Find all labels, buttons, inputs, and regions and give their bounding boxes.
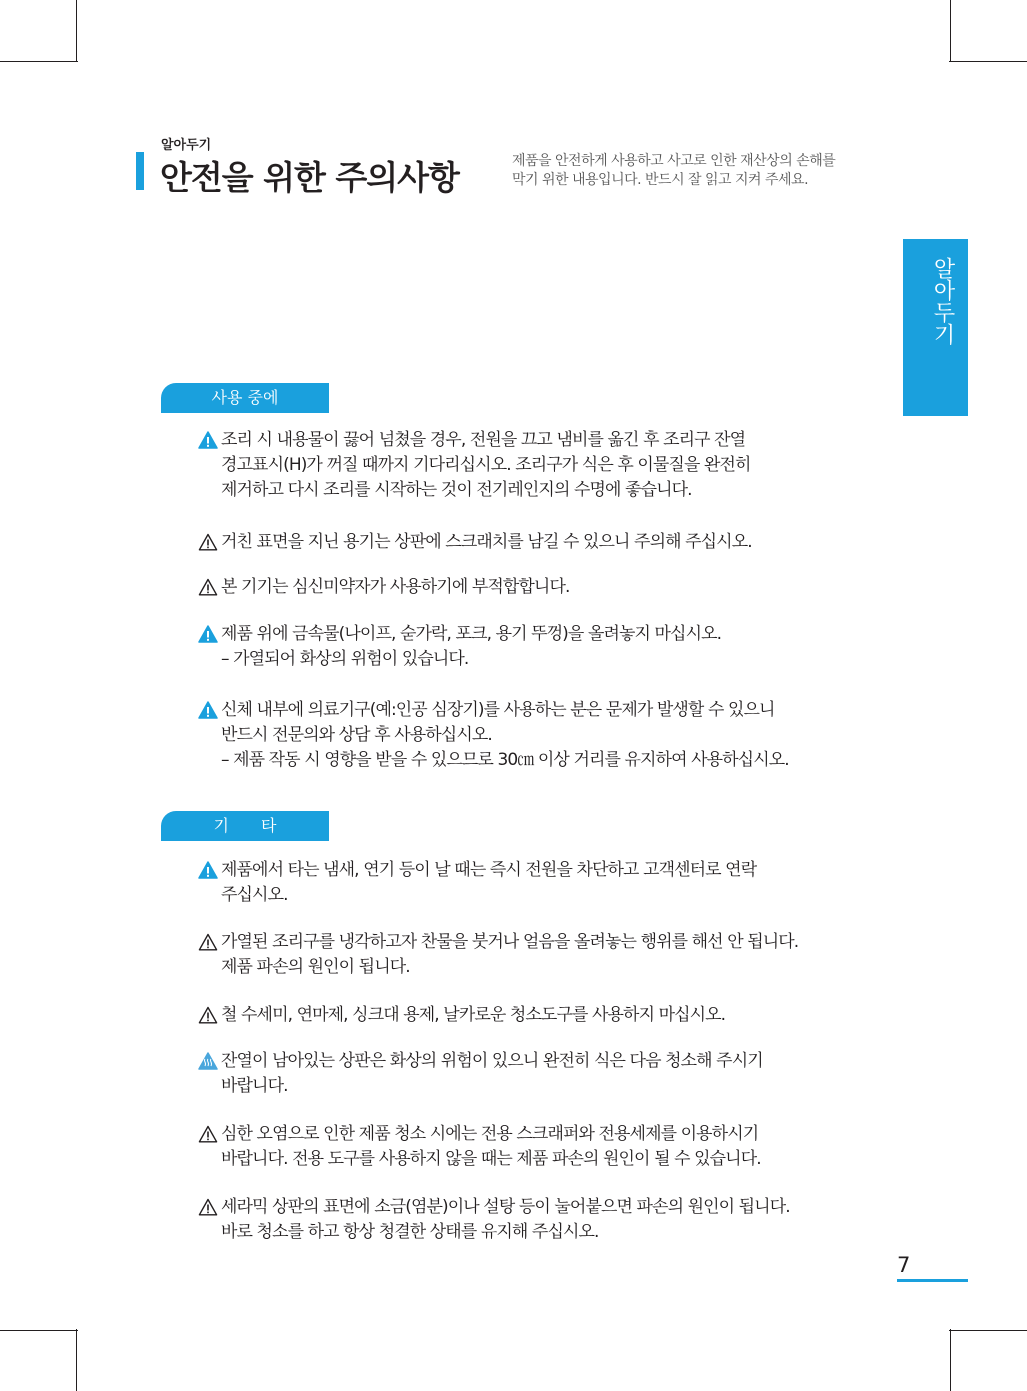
caution-item xyxy=(198,930,878,980)
header-description-line: 막기 위한 내용입니다. 반드시 잘 읽고 지켜 주세요. xyxy=(512,172,809,188)
caution-text-line: 제품 위에 금속물(나이프, 숟가락, 포크, 용기 뚜껑)을 올려놓지 마십시오. xyxy=(221,624,722,644)
caution-text-line: 심한 오염으로 인한 제품 청소 시에는 전용 스크래퍼와 전용세제를 이용하시기 xyxy=(221,1124,759,1144)
caution-item xyxy=(198,1003,878,1028)
crop-mark xyxy=(950,0,951,62)
page-number-underline xyxy=(897,1279,968,1282)
warning-filled-icon xyxy=(198,625,218,643)
caution-text-line: 경고표시(H)가 꺼질 때까지 기다리십시오. 조리구가 식은 후 이물질을 완전히 xyxy=(221,455,751,475)
caution-text-line: 주십시오. xyxy=(221,885,288,905)
header-accent-bar xyxy=(136,152,144,190)
caution-text xyxy=(221,698,878,773)
caution-item xyxy=(198,530,878,555)
warning-filled-icon xyxy=(198,861,218,879)
caution-text-line: 반드시 전문의와 상담 후 사용하십시오. xyxy=(221,725,492,745)
warning-filled-icon xyxy=(198,701,218,719)
caution-text-line: 바로 청소를 하고 항상 청결한 상태를 유지해 주십시오. xyxy=(221,1222,599,1242)
caution-item xyxy=(198,622,878,672)
side-tab xyxy=(903,239,968,416)
header-kicker: 알아두기 xyxy=(161,138,212,153)
crop-mark xyxy=(0,61,78,62)
caution-item xyxy=(198,858,878,908)
header-description-line: 제품을 안전하게 사용하고 사고로 인한 재산상의 손해를 xyxy=(512,153,836,169)
caution-item xyxy=(198,428,878,503)
caution-text xyxy=(221,1195,878,1245)
caution-text-line: 신체 내부에 의료기구(예:인공 심장기)를 사용하는 분은 문제가 발생할 수 있으니 xyxy=(221,700,775,720)
caution-outline-icon xyxy=(198,933,218,951)
caution-text-line: – 가열되어 화상의 위험이 있습니다. xyxy=(221,649,469,669)
caution-item xyxy=(198,1195,878,1245)
caution-text xyxy=(221,858,878,908)
crop-mark xyxy=(950,1329,951,1391)
caution-item xyxy=(198,1049,878,1099)
crop-mark xyxy=(76,0,77,62)
section-header xyxy=(161,811,329,841)
caution-text-line: 바랍니다. 전용 도구를 사용하지 않을 때는 제품 파손의 원인이 될 수 있습니다. xyxy=(221,1149,761,1169)
caution-outline-icon xyxy=(198,578,218,596)
side-tab-label: 알아두기 xyxy=(930,257,955,345)
caution-text xyxy=(221,428,878,503)
caution-text xyxy=(221,1003,878,1028)
caution-text-line: 제품에서 타는 냄새, 연기 등이 날 때는 즉시 전원을 차단하고 고객센터로 연락 xyxy=(221,860,757,880)
hot-surface-icon xyxy=(198,1052,218,1070)
caution-text-line: 바랍니다. xyxy=(221,1076,288,1096)
caution-text xyxy=(221,575,878,600)
caution-outline-icon xyxy=(198,1198,218,1216)
page-title: 안전을 위한 주의사항 xyxy=(160,158,459,197)
page-number: 7 xyxy=(897,1253,911,1277)
caution-item xyxy=(198,1122,878,1172)
caution-outline-icon xyxy=(198,1006,218,1024)
caution-text xyxy=(221,930,878,980)
caution-text-line: 가열된 조리구를 냉각하고자 찬물을 붓거나 얼음을 올려놓는 행위를 해선 안 됩니다. xyxy=(221,932,799,952)
section-header xyxy=(161,383,329,413)
caution-text-line: 제거하고 다시 조리를 시작하는 것이 전기레인지의 수명에 좋습니다. xyxy=(221,480,692,500)
crop-mark xyxy=(949,61,1027,62)
warning-filled-icon xyxy=(198,431,218,449)
caution-text xyxy=(221,622,878,672)
header-description xyxy=(512,152,835,190)
caution-text-line: 조리 시 내용물이 끓어 넘쳤을 경우, 전원을 끄고 냄비를 옮긴 후 조리구 잔열 xyxy=(221,430,746,450)
caution-text-line: 본 기기는 심신미약자가 사용하기에 부적합합니다. xyxy=(221,577,570,597)
caution-text-line: 세라믹 상판의 표면에 소금(염분)이나 설탕 등이 눌어붙으면 파손의 원인이 됩니다. xyxy=(221,1197,790,1217)
caution-outline-icon xyxy=(198,533,218,551)
caution-text-line: 잔열이 남아있는 상판은 화상의 위험이 있으니 완전히 식은 다음 청소해 주시기 xyxy=(221,1051,763,1071)
caution-text xyxy=(221,530,878,555)
crop-mark xyxy=(76,1329,77,1391)
caution-text-line: 거친 표면을 지닌 용기는 상판에 스크래치를 남길 수 있으니 주의해 주십시오. xyxy=(221,532,752,552)
section-title: 기 타 xyxy=(213,816,277,835)
caution-text xyxy=(221,1049,878,1099)
crop-mark xyxy=(0,1330,78,1331)
section-title: 사용 중에 xyxy=(211,388,279,407)
caution-item xyxy=(198,575,878,600)
caution-text xyxy=(221,1122,878,1172)
caution-text-line: 제품 파손의 원인이 됩니다. xyxy=(221,957,410,977)
caution-item xyxy=(198,698,878,773)
crop-mark xyxy=(949,1330,1027,1331)
caution-outline-icon xyxy=(198,1125,218,1143)
caution-text-line: 철 수세미, 연마제, 싱크대 용제, 날카로운 청소도구를 사용하지 마십시오. xyxy=(221,1005,726,1025)
caution-text-line: – 제품 작동 시 영향을 받을 수 있으므로 30㎝ 이상 거리를 유지하여 사용하십시오. xyxy=(221,750,789,770)
